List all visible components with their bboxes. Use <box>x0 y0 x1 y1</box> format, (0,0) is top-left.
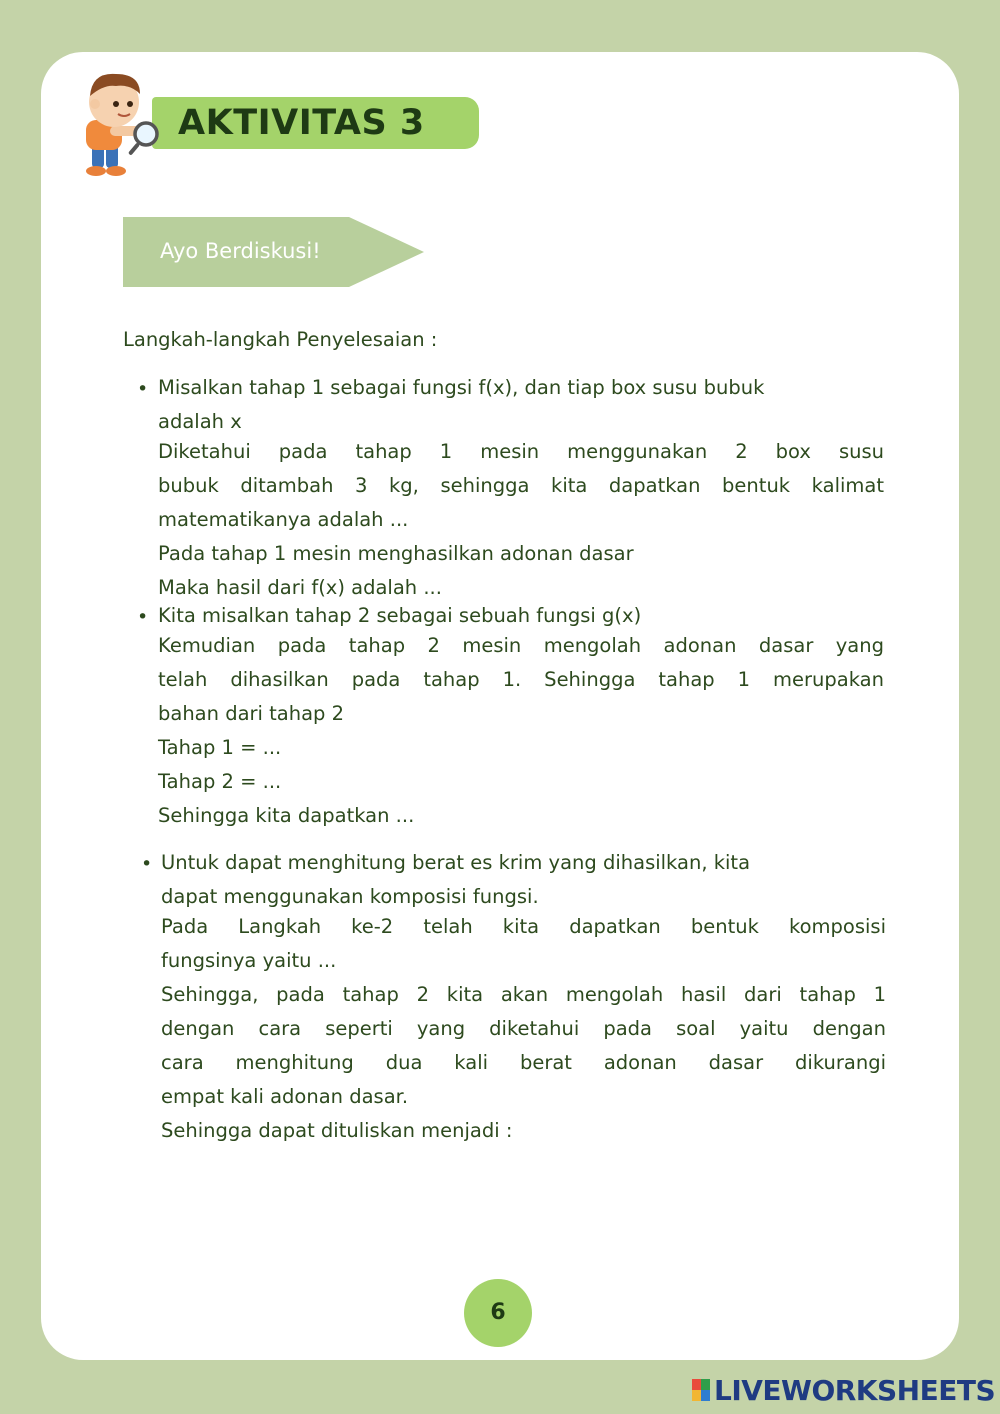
page-number: 6 <box>464 1279 532 1347</box>
step3-line: fungsinya yaitu ... <box>161 949 337 972</box>
step3-line: dengan cara seperti yang diketahui pada soal yaitu dengan <box>161 1017 886 1040</box>
section-title: Langkah-langkah Penyelesaian : <box>123 328 438 351</box>
page-title: AKTIVITAS 3 <box>178 103 425 143</box>
step1-line: Maka hasil dari f(x) adalah ... <box>158 576 442 599</box>
bullet-marker: • <box>137 606 149 628</box>
step1-line: bubuk ditambah 3 kg, sehingga kita dapatkan bentuk kalimat <box>158 474 884 497</box>
liveworksheets-logo-icon <box>692 1379 710 1401</box>
bullet-marker: • <box>141 853 153 875</box>
step3-line: cara menghitung dua kali berat adonan dasar dikurangi <box>161 1051 886 1074</box>
step2-line: Tahap 1 = ... <box>158 736 282 759</box>
step3-line: dapat menggunakan komposisi fungsi. <box>161 885 539 908</box>
step3-line: Sehingga, pada tahap 2 kita akan mengolah hasil dari tahap 1 <box>161 983 886 1006</box>
step2-line: telah dihasilkan pada tahap 1. Sehingga tahap 1 merupakan <box>158 668 884 691</box>
step2-line: Tahap 2 = ... <box>158 770 282 793</box>
arrow-banner-label: Ayo Berdiskusi! <box>160 239 321 263</box>
step3-line: Sehingga dapat dituliskan menjadi : <box>161 1119 513 1142</box>
step2-line: Sehingga kita dapatkan ... <box>158 804 415 827</box>
step1-line: matematikanya adalah ... <box>158 508 409 531</box>
step2-line: Kita misalkan tahap 2 sebagai sebuah fungsi g(x) <box>158 604 642 627</box>
step1-line: Pada tahap 1 mesin menghasilkan adonan dasar <box>158 542 634 565</box>
step1-line: adalah x <box>158 410 242 433</box>
boy-with-magnifier-icon <box>70 64 170 182</box>
step2-line: bahan dari tahap 2 <box>158 702 345 725</box>
step2-line: Kemudian pada tahap 2 mesin mengolah adonan dasar yang <box>158 634 884 657</box>
step3-line: Pada Langkah ke-2 telah kita dapatkan bentuk komposisi <box>161 915 886 938</box>
step3-line: empat kali adonan dasar. <box>161 1085 409 1108</box>
step3-line: Untuk dapat menghitung berat es krim yang dihasilkan, kita <box>161 851 751 874</box>
liveworksheets-logo-text: LIVEWORKSHEETS <box>714 1373 996 1407</box>
step1-line: Misalkan tahap 1 sebagai fungsi f(x), dan tiap box susu bubuk <box>158 376 765 399</box>
liveworksheets-logo[interactable] <box>692 1374 995 1406</box>
bullet-marker: • <box>137 378 149 400</box>
step1-line: Diketahui pada tahap 1 mesin menggunakan 2 box susu <box>158 440 884 463</box>
